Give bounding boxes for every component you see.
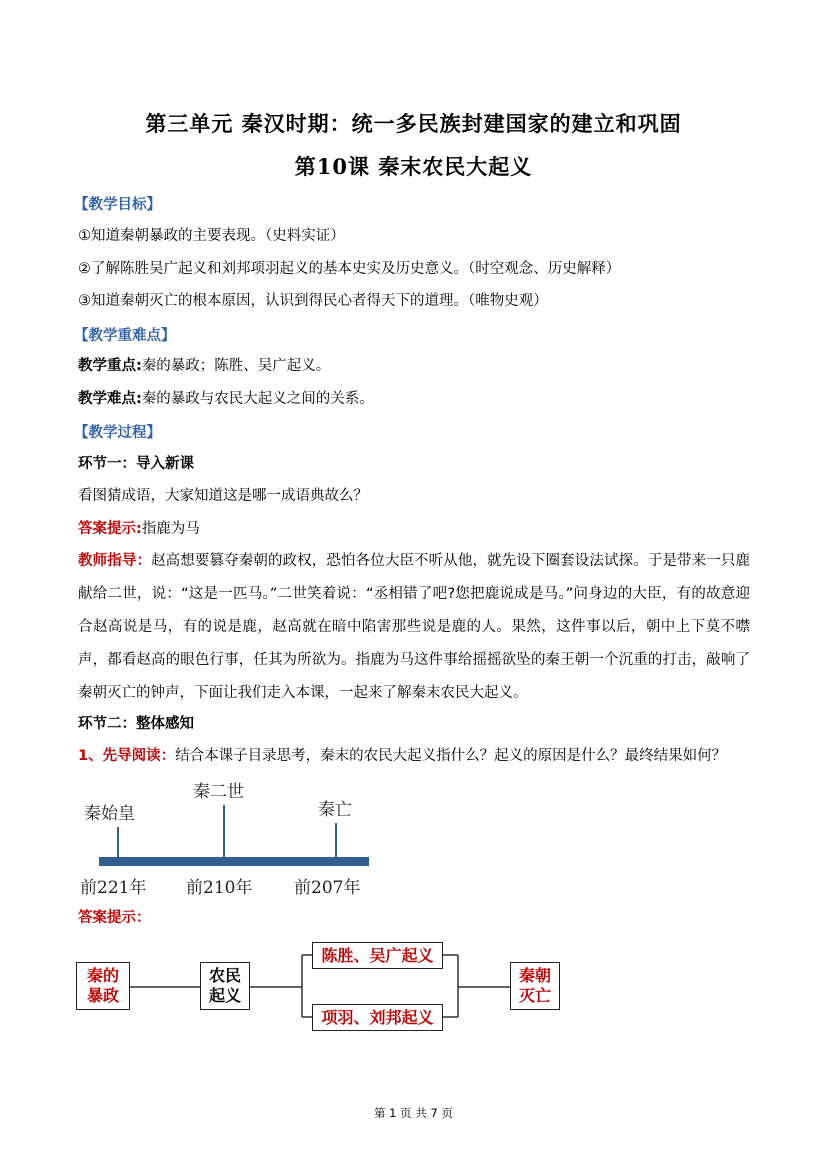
key-point-label: 教学重点: [78,358,142,374]
timeline-tick [335,823,337,859]
timeline-tick [223,805,225,859]
answer2-label: 答案提示： [78,910,151,926]
process-heading: 【教学过程】 [74,425,161,441]
unit-title: 第三单元 秦汉时期：统一多民族封建国家的建立和巩固 [145,111,682,136]
objectives-heading: 【教学目标】 [74,197,161,213]
result-line2: 灭亡 [518,986,551,1005]
answer-label: 答案提示: [78,521,142,537]
objective-item: ②了解陈胜吴广起义和刘邦项羽起义的基本史实及历史意义。（时空观念、历史解释） [78,261,621,277]
timeline-event-label: 秦始皇 [84,804,135,824]
timeline-year-label: 前207年 [294,878,361,898]
timeline-bar [99,857,369,866]
guide-label: 教师指导： [78,553,152,569]
timeline-event-label: 秦二世 [193,782,244,802]
difficulty-text: 秦的暴政与农民大起义之间的关系。 [141,391,374,407]
preread-line [78,746,726,766]
result-box [510,962,560,1010]
preread-label: 1、先导阅读： [78,748,176,764]
objective-item: ③知道秦朝灭亡的根本原因，认识到得民心者得天下的道理。（唯物史观） [78,293,548,309]
uprising-line2: 起义 [208,986,241,1005]
answer-line [78,519,200,539]
timeline-year-label: 前210年 [186,878,253,898]
result-line1: 秦朝 [518,966,551,985]
uprising-line1: 农民 [208,966,241,985]
key-point-line [78,356,330,376]
difficulty-label: 教学难点: [78,391,142,407]
answer-text: 指鹿为马 [141,521,200,537]
timeline-tick [117,827,119,859]
key-point-text: 秦的暴政；陈胜、吴广起义。 [141,358,331,374]
cause-line1: 秦的 [86,966,119,985]
objective-item: ①知道秦朝暴政的主要表现。（史料实证） [78,228,345,244]
cause-line2: 暴政 [86,986,119,1005]
keypoints-heading: 【教学重难点】 [74,328,176,344]
timeline [76,775,376,900]
difficulty-line [78,389,374,409]
step2-title: 环节二：整体感知 [78,716,194,732]
timeline-year-label: 前221年 [80,878,147,898]
branch-top-box: 陈胜、吴广起义 [312,942,443,969]
teacher-guide-paragraph [78,545,750,710]
branch-bottom-box: 项羽、刘邦起义 [312,1004,443,1031]
uprising-box [200,962,250,1010]
step1-title: 环节一：导入新课 [78,456,194,472]
timeline-event-label: 秦亡 [318,800,352,820]
cause-box [76,962,130,1010]
page-number: 第 1 页 共 7 页 [374,1106,453,1120]
preread-text: 结合本课子目录思考，秦末的农民大起义指什么？起义的原因是什么？最终结果如何？ [175,748,727,764]
intro-question: 看图猜成语，大家知道这是哪一成语典故么？ [78,488,368,504]
guide-text: 赵高想要篡夺秦朝的政权，恐怕各位大臣不听从他，就先设下圈套设法试探。于是带来一只鹿献给二世，说：“这是一匹马。”二世笑着说：“丞相错了吧?您把鹿说成是马。”问身边的大臣，有的故意迎合赵高说是马，有的说是鹿，赵高就在暗中陷害那些说是鹿的人。果然，这件事以后，朝中上下莫不噤声，都看赵高的眼色行事，任其为所欲为。指鹿为马这件事给摇摇欲坠的秦王朝一个沉重的打击，敲响了秦朝灭亡的钟声，下面让我们走入本课，一起来了解秦末农民大起义。 [78,553,751,701]
lesson-title: 第10课 秦末农民大起义 [294,154,533,179]
